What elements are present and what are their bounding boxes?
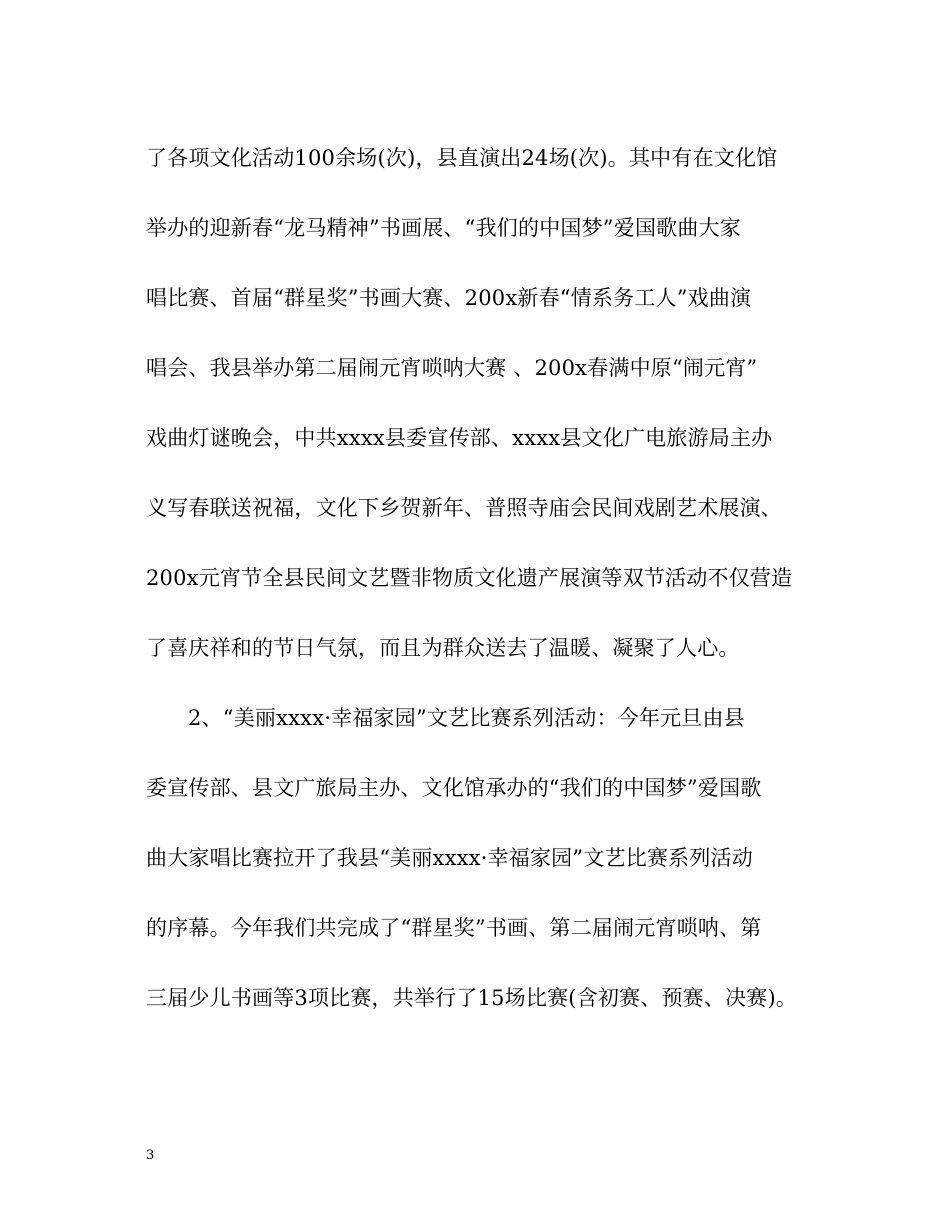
body-text-line-5: 戏曲灯谜晚会，中共xxxx县委宣传部、xxxx县文化广电旅游局主办 [146, 426, 773, 450]
body-text-line-13: 三届少儿书画等3项比赛，共举行了15场比赛(含初赛、预赛、决赛)。 [146, 986, 798, 1010]
body-text-line-12: 的序幕。今年我们共完成了“群星奖”书画、第二届闹元宵唢呐、第 [146, 916, 762, 940]
body-text-line-6: 义写春联送祝福，文化下乡贺新年、普照寺庙会民间戏剧艺术展演、 [146, 496, 782, 520]
body-text-line-11: 曲大家唱比赛拉开了我县“美丽xxxx·幸福家园”文艺比赛系列活动 [146, 846, 753, 870]
page-number: 3 [146, 1148, 155, 1163]
body-text-line-2: 举办的迎新春“龙马精神”书画展、“我们的中国梦”爱国歌曲大家 [146, 216, 741, 240]
body-text-line-3: 唱比赛、首届“群星奖”书画大赛、200x新春“情系务工人”戏曲演 [146, 286, 752, 310]
body-text-line-10: 委宣传部、县文广旅局主办、文化馆承办的“我们的中国梦”爱国歌 [146, 776, 762, 800]
body-text-line-7: 200x元宵节全县民间文艺暨非物质文化遗产展演等双节活动不仅营造 [146, 566, 793, 590]
body-text-line-4: 唱会、我县举办第二届闹元宵唢呐大赛 、200x春满中原“闹元宵” [146, 356, 758, 380]
paragraph-2-first-line: 2、“美丽xxxx·幸福家园”文艺比赛系列活动：今年元旦由县 [188, 706, 745, 730]
body-text-line-1: 了各项文化活动100余场(次)，县直演出24场(次)。其中有在文化馆 [146, 146, 778, 170]
body-text-line-8: 了喜庆祥和的节日气氛，而且为群众送去了温暖、凝聚了人心。 [146, 636, 740, 660]
